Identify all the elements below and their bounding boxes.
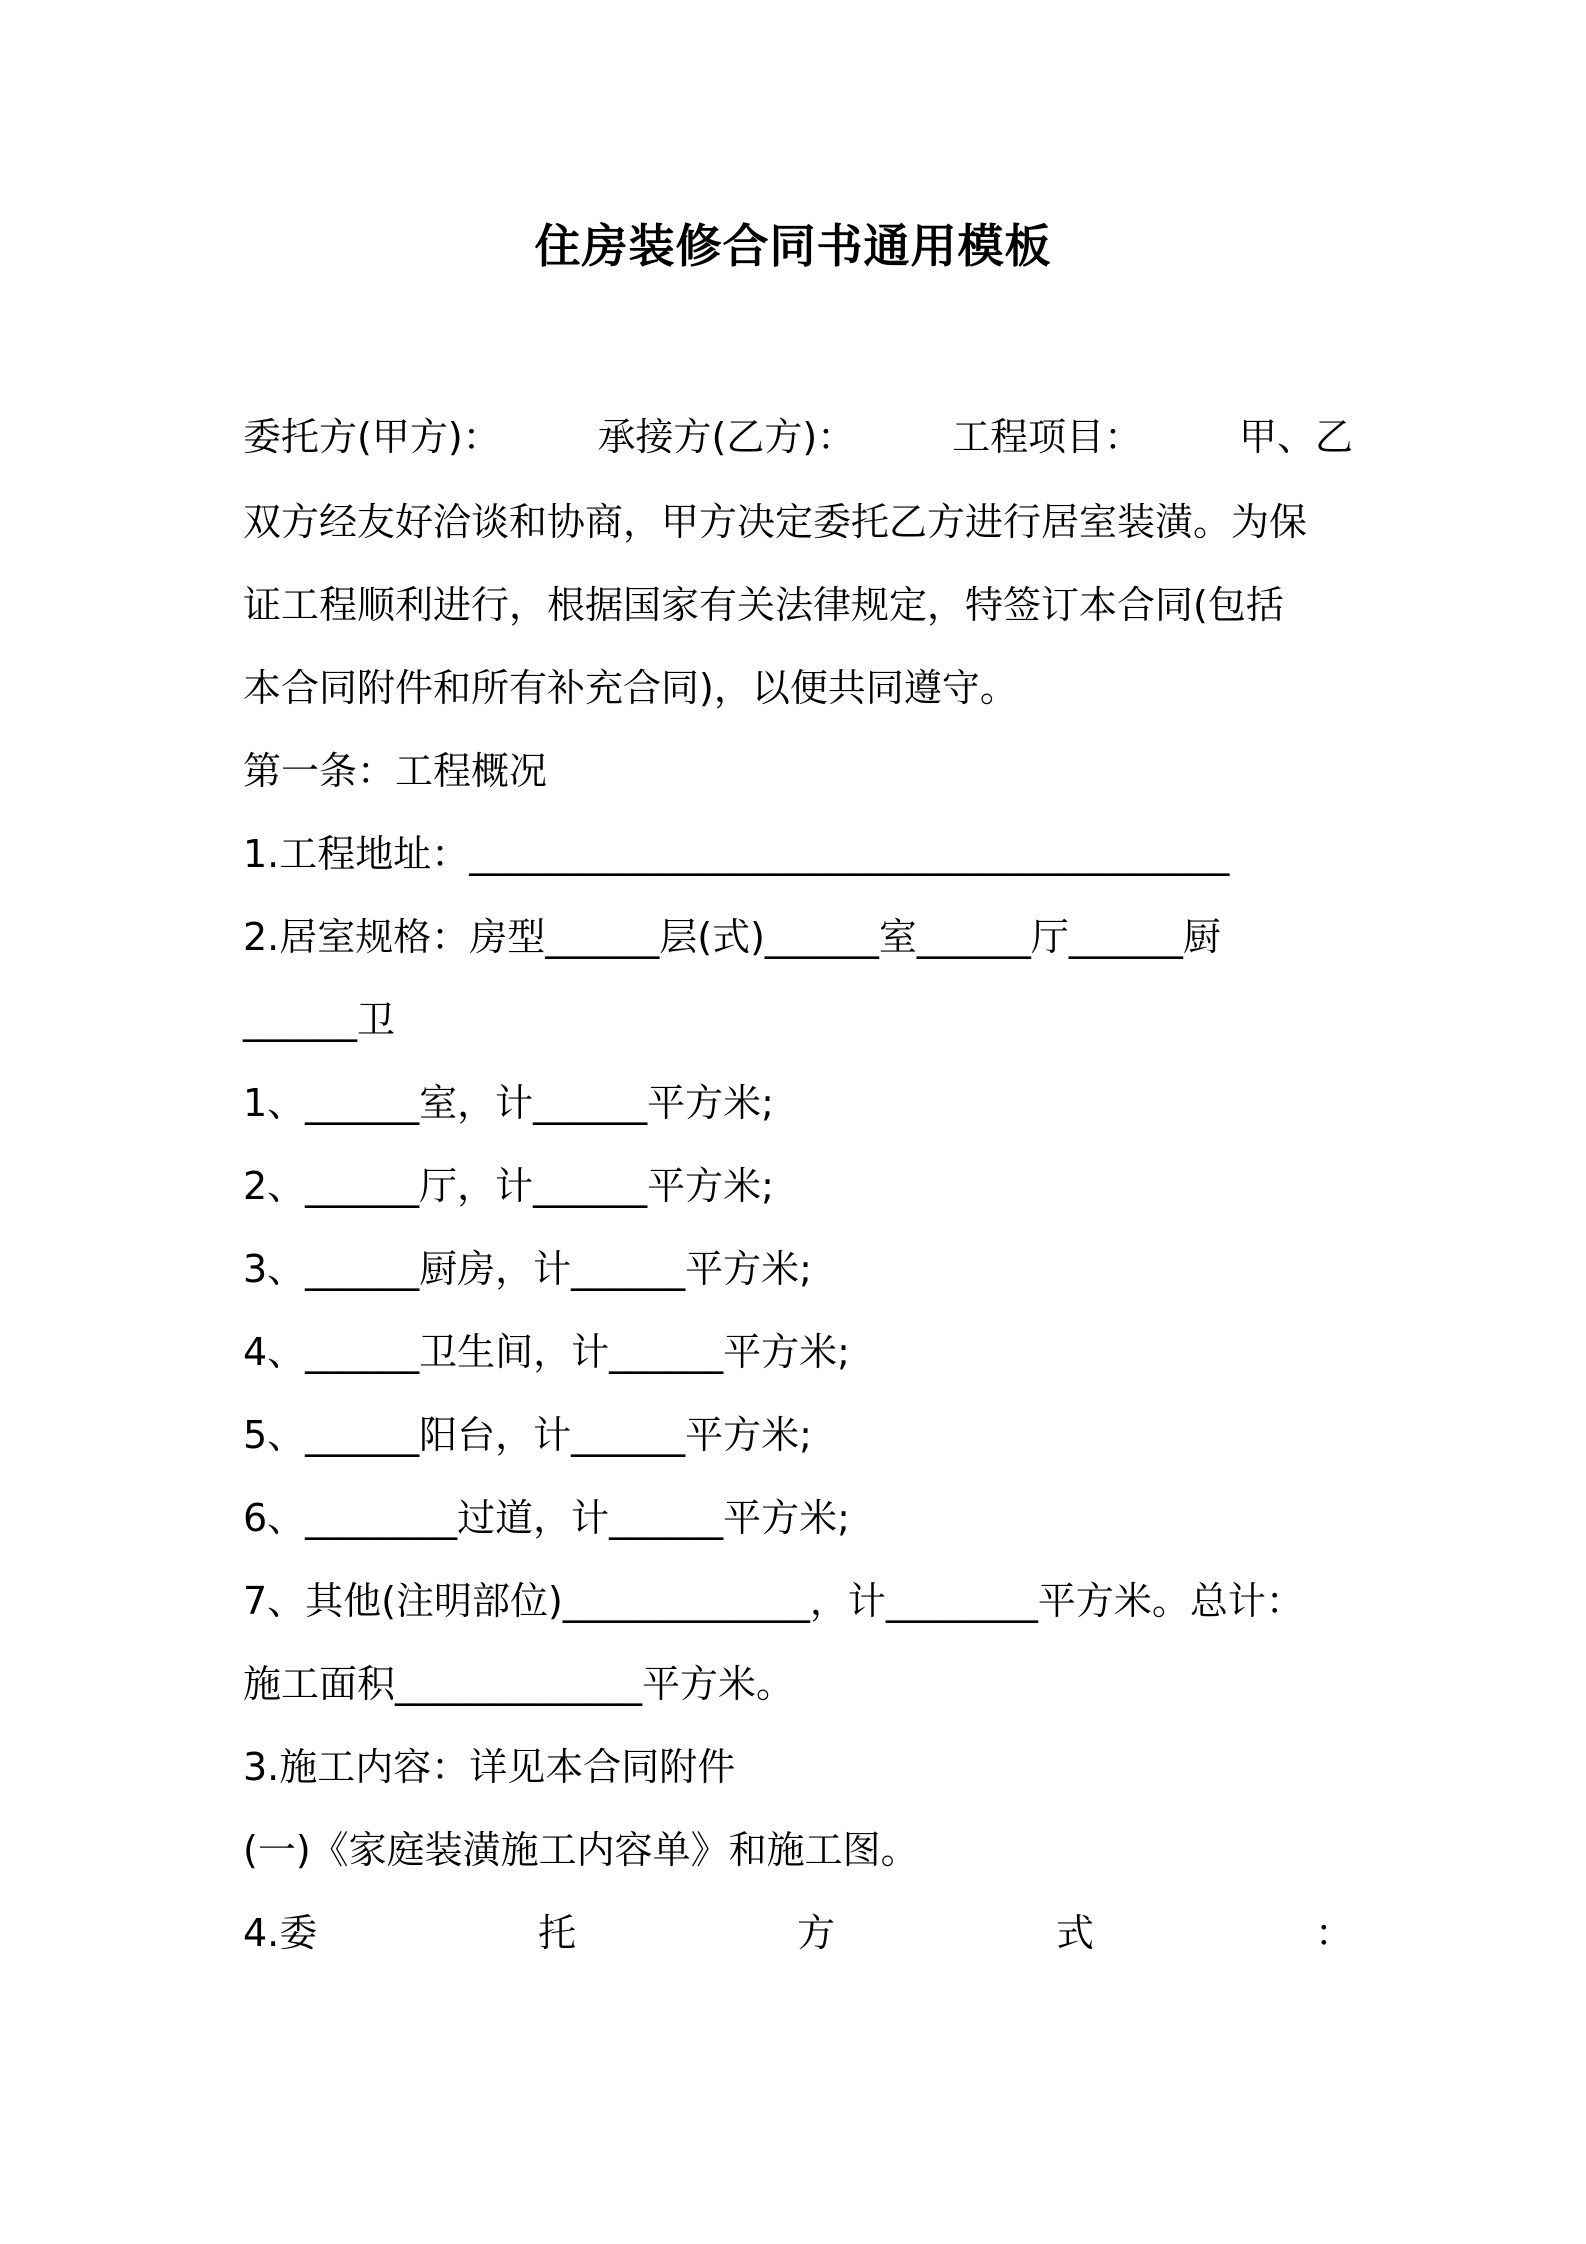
total-area-line: 施工面积_____________平方米。 (243, 1662, 795, 1706)
room-item: 1、______室，计______平方米; (243, 1081, 774, 1125)
party-b-label: 承接方(乙方)： (597, 415, 856, 459)
room-item: 3、______厨房，计______平方米; (243, 1247, 812, 1291)
construction-content-sub: (一)《家庭装潢施工内容单》和施工图。 (243, 1828, 919, 1872)
construction-content-line: 3.施工内容：详见本合同附件 (243, 1745, 736, 1789)
intro-line-2: 双方经友好洽谈和协商，甲方决定委托乙方进行居室装潢。为保 (243, 500, 1308, 544)
intro-start-text: 甲、乙 (1238, 415, 1353, 459)
mode-char: 方 (797, 1911, 836, 1955)
mode-char: 4.委 (243, 1911, 318, 1955)
room-spec-line-1: 2.居室规格：房型______层(式)______室______厅______厨 (243, 915, 1221, 959)
mode-colon: ： (1314, 1911, 1353, 1955)
room-item: 2、______厅，计______平方米; (243, 1164, 774, 1208)
intro-line-3: 证工程顺利进行，根据国家有关法律规定，特签订本合同(包括 (243, 583, 1284, 627)
document-title: 住房装修合同书通用模板 (534, 219, 1052, 273)
room-item: 4、______卫生间，计______平方米; (243, 1330, 850, 1374)
party-a-label: 委托方(甲方)： (243, 415, 501, 459)
project-address-line: 1.工程地址：________________________________________ (243, 832, 1230, 876)
room-item: 6、________过道，计______平方米; (243, 1496, 850, 1540)
room-item: 5、______阳台，计______平方米; (243, 1413, 812, 1457)
intro-line-parties (243, 412, 1353, 462)
project-label: 工程项目： (952, 415, 1143, 459)
room-item: 7、其他(注明部位)_____________，计________平方米。总计： (243, 1579, 1304, 1623)
article-1-heading: 第一条：工程概况 (243, 749, 548, 793)
mode-char: 式 (1056, 1911, 1095, 1955)
commission-mode-line (243, 1908, 1353, 1958)
intro-line-4: 本合同附件和所有补充合同)，以便共同遵守。 (243, 666, 1018, 710)
room-spec-line-2: ______卫 (243, 998, 396, 1042)
mode-char: 托 (538, 1911, 577, 1955)
